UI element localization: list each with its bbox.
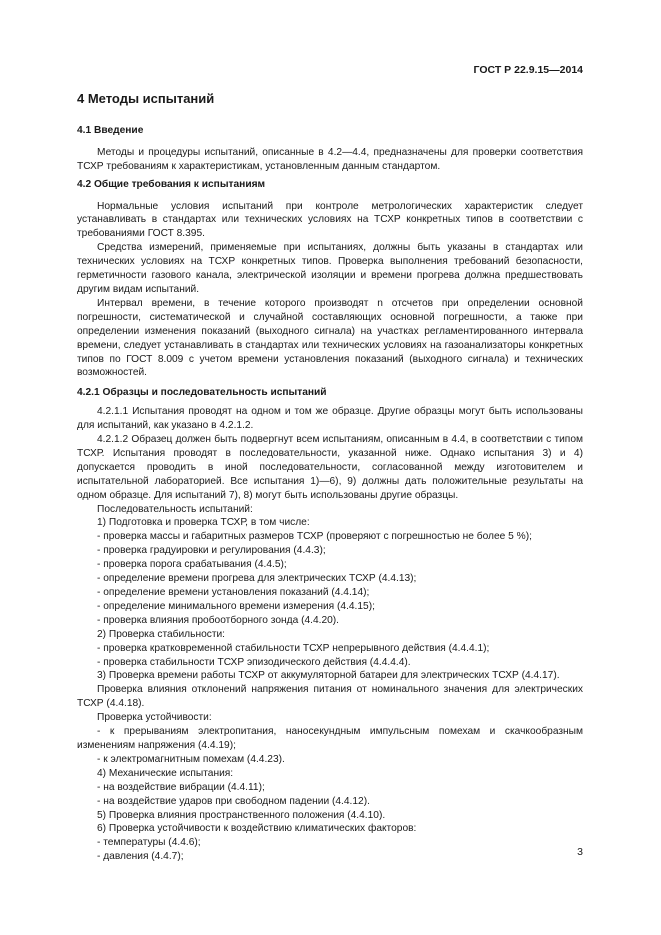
subsection-heading-4-1: 4.1 Введение — [77, 124, 144, 136]
list-item: - проверка порога срабатывания (4.4.5); — [97, 559, 287, 571]
list-item: Проверка устойчивости: — [97, 712, 212, 724]
list-item: 4) Механические испытания: — [97, 767, 234, 779]
list-item: - к электромагнитным помехам (4.4.23). — [97, 753, 285, 765]
page-number: 3 — [577, 846, 583, 858]
list-item: - давления (4.4.7); — [97, 851, 184, 863]
list-item: 6) Проверка устойчивости к воздействию климатических факторов: — [97, 823, 417, 835]
list-item: - на воздействие вибрации (4.4.11); — [97, 781, 265, 793]
list-item: - определение времени прогрева для электрических ТСХР (4.4.13); — [97, 573, 417, 585]
list-item: - к прерываниям электропитания, наносекундным импульсным помехам и скачкообразным изменениям напряжения (4.4.19); — [77, 726, 583, 751]
list-item: - проверка градуировки и регулирования (4.4.3); — [97, 545, 326, 557]
list-item: - на воздействие ударов при свободном падении (4.4.12). — [97, 795, 370, 807]
paragraph-4-1: Методы и процедуры испытаний, описанные в 4.2—4.4, предназначены для проверки соответствия ТСХР требованиям к характеристикам, установленным данным стандартом. — [77, 146, 583, 172]
list-item: Последовательность испытаний: — [97, 503, 253, 515]
list-item: - проверка кратковременной стабильности ТСХР непрерывного действия (4.4.4.1); — [97, 642, 490, 654]
list-item: - температуры (4.4.6); — [97, 837, 201, 849]
subsection-heading-4-2: 4.2 Общие требования к испытаниям — [77, 178, 266, 190]
paragraph-4-2-b: Средства измерений, применяемые при испытаниях, должны быть указаны в стандартах или технических условиях на ТСХР конкретных типов. Проверка выполнения требований безопасности, герметичности газового канала, электрической изоляции и времени прогрева должна предшествовать другим видам испытаний. — [77, 242, 583, 295]
subsection-heading-4-2-1: 4.2.1 Образцы и последовательность испытаний — [77, 387, 327, 399]
paragraph-4-2-c: Интервал времени, в течение которого производят n отсчетов при определении основной погрешности, систематической и случайной составляющих основной погрешности, а также при определении изменения показаний (выходного сигнала) на участках регламентированного интервала времени, следует устанавливать в стандартах или технических условиях на газоанализаторы конкретных типов по ГОСТ 8.009 с учетом времени установления показаний (выходного сигнала) и технических возможностей. — [77, 297, 583, 379]
list-item: Проверка влияния отклонений напряжения питания от номинального значения для электрических ТСХР (4.4.18). — [77, 684, 583, 710]
list-item: - проверка стабильности ТСХР эпизодического действия (4.4.4.4). — [97, 656, 411, 668]
page-content — [77, 92, 583, 864]
paragraph-4-2-a: Нормальные условия испытаний при контроле метрологических характеристик следует устанавливать в стандартах или технических условиях на ТСХР конкретных типов в соответствии с требованиями ГОСТ 8.395. — [77, 200, 583, 240]
document-code-header: ГОСТ Р 22.9.15—2014 — [473, 64, 583, 76]
list-item: 5) Проверка влияния пространственного положения (4.4.10). — [97, 809, 386, 821]
section-heading: 4 Методы испытаний — [77, 91, 215, 106]
list-item: 3) Проверка времени работы ТСХР от аккумуляторной батареи для электрических ТСХР (4.4.17). — [97, 670, 560, 682]
list-item: - проверка массы и габаритных размеров ТСХР (проверяют с погрешностью не более 5 %); — [97, 531, 532, 543]
list-item: - определение минимального времени измерения (4.4.15); — [97, 600, 375, 612]
list-item: 1) Подготовка и проверка ТСХР, в том числе: — [97, 517, 310, 529]
paragraph-4-2-1-2: 4.2.1.2 Образец должен быть подвергнут всем испытаниям, описанным в 4.4, в соответствии с типом ТСХР. Испытания проводят в последовательности, указанной ниже. Однако испытания 3) и 4) допускается проводить в иной последовательности, согласованной между изготовителем и испытательной лабораторией. Все испытания 1)—6), 9) должны дать положительные результаты на одном образце. Для испытаний 7), 8) могут быть использованы другие образцы. — [77, 434, 583, 501]
list-item: - определение времени установления показаний (4.4.14); — [97, 587, 370, 598]
paragraph-4-2-1-1: 4.2.1.1 Испытания проводят на одном и том же образце. Другие образцы могут быть использованы для испытаний, как указано в 4.2.1.2. — [77, 406, 583, 432]
list-item: - проверка влияния пробоотборного зонда (4.4.20). — [97, 614, 340, 626]
list-item: 2) Проверка стабильности: — [97, 628, 226, 640]
